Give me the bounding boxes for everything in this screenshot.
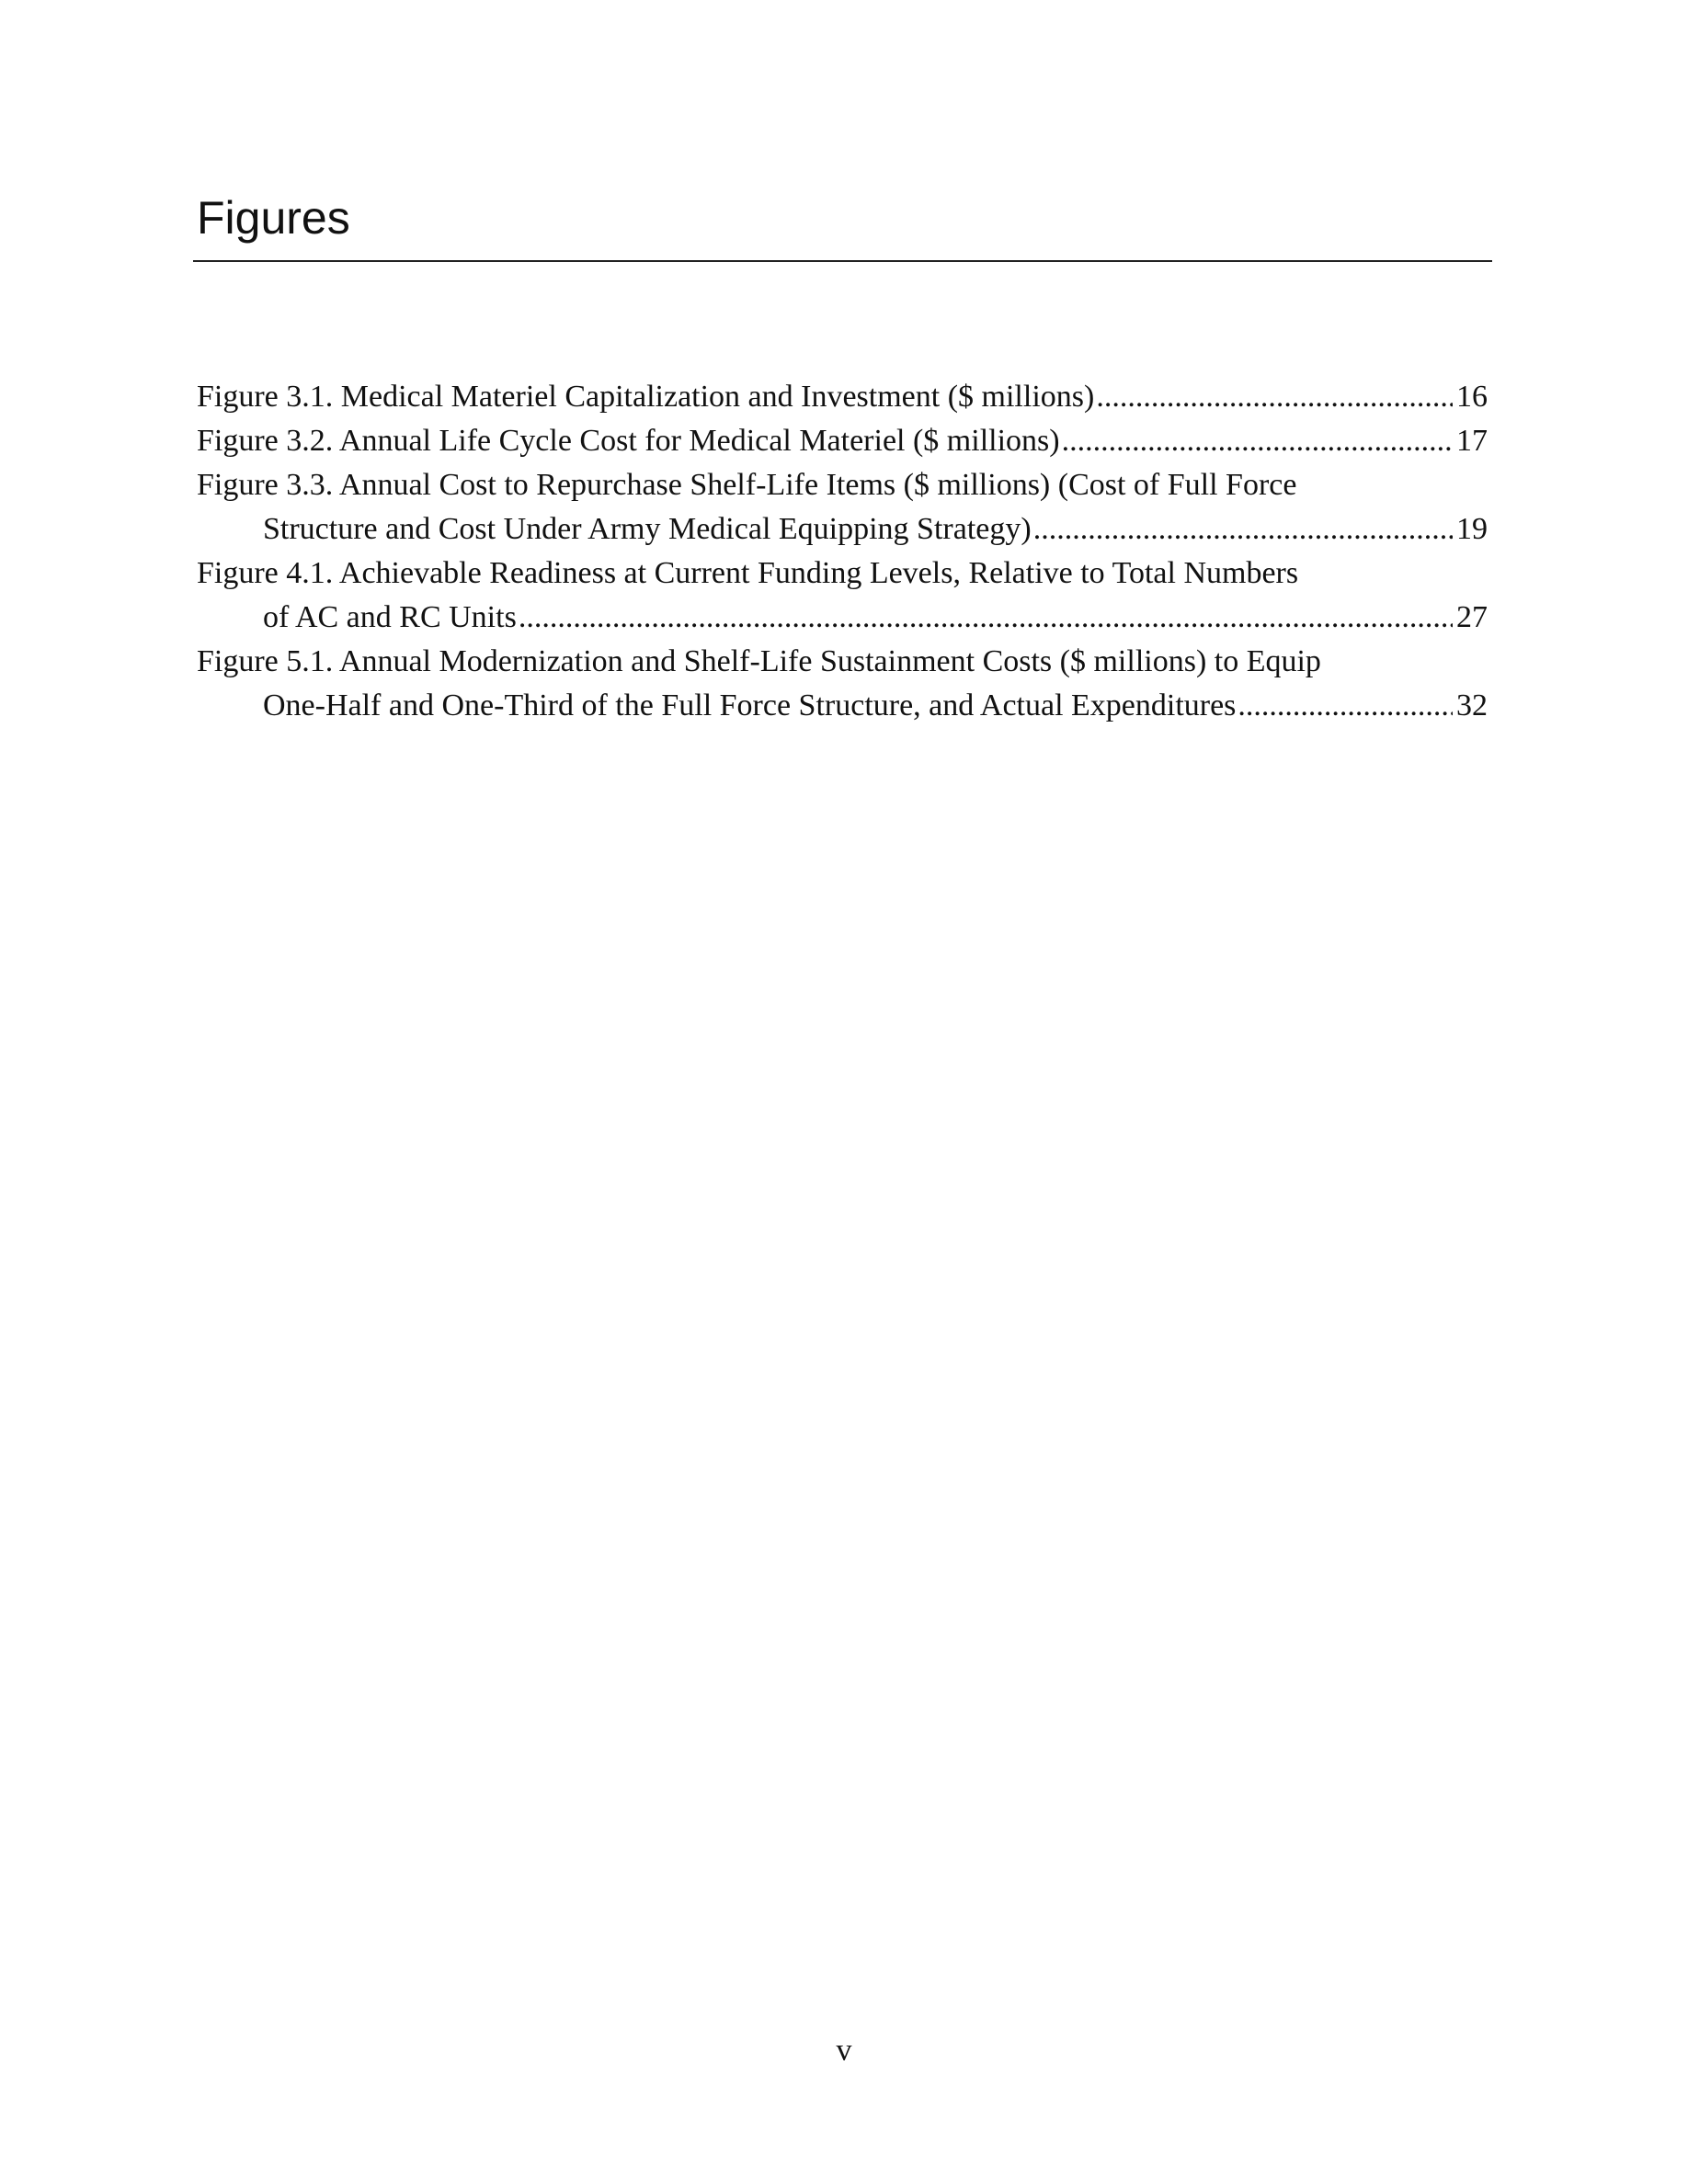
page-heading: Figures xyxy=(197,192,350,244)
toc-entry-figure-3-2[interactable] xyxy=(197,419,1488,463)
toc-entry-figure-4-1[interactable] xyxy=(197,552,1488,640)
toc-entry-title-continued: One-Half and One-Third of the Full Force Structure, and Actual Expenditures xyxy=(263,688,1237,722)
toc-entry-figure-5-1[interactable] xyxy=(197,640,1488,728)
toc-entry-figure-3-3[interactable] xyxy=(197,463,1488,552)
toc-entry-title: Figure 3.3. Annual Cost to Repurchase Shelf-Life Items ($ millions) (Cost of Full Force xyxy=(197,468,1297,502)
dot-leader xyxy=(1033,507,1453,552)
toc-entry-title-continued: Structure and Cost Under Army Medical Equipping Strategy) xyxy=(263,512,1032,546)
dot-leader xyxy=(1237,684,1453,728)
dot-leader xyxy=(1096,375,1453,419)
toc-entry-title: Figure 3.1. Medical Materiel Capitalization and Investment ($ millions) xyxy=(197,380,1095,414)
toc-entry-title: Figure 4.1. Achievable Readiness at Current Funding Levels, Relative to Total Numbers xyxy=(197,556,1299,590)
page-number: v xyxy=(836,2033,852,2067)
toc-entry-title: Figure 5.1. Annual Modernization and Shelf-Life Sustainment Costs ($ millions) to Equip xyxy=(197,644,1321,678)
toc-entry-title-continued: of AC and RC Units xyxy=(263,600,517,634)
toc-entry-page: 32 xyxy=(1456,688,1488,722)
toc-entry-figure-3-1[interactable] xyxy=(197,375,1488,419)
toc-entry-page: 17 xyxy=(1456,424,1488,458)
heading-rule xyxy=(193,260,1492,262)
list-of-figures xyxy=(197,375,1488,728)
toc-entry-page: 27 xyxy=(1456,600,1488,634)
toc-entry-title: Figure 3.2. Annual Life Cycle Cost for Medical Materiel ($ millions) xyxy=(197,424,1060,458)
toc-entry-page: 19 xyxy=(1456,512,1488,546)
toc-entry-page: 16 xyxy=(1456,380,1488,414)
dot-leader xyxy=(519,596,1453,640)
dot-leader xyxy=(1062,419,1453,463)
